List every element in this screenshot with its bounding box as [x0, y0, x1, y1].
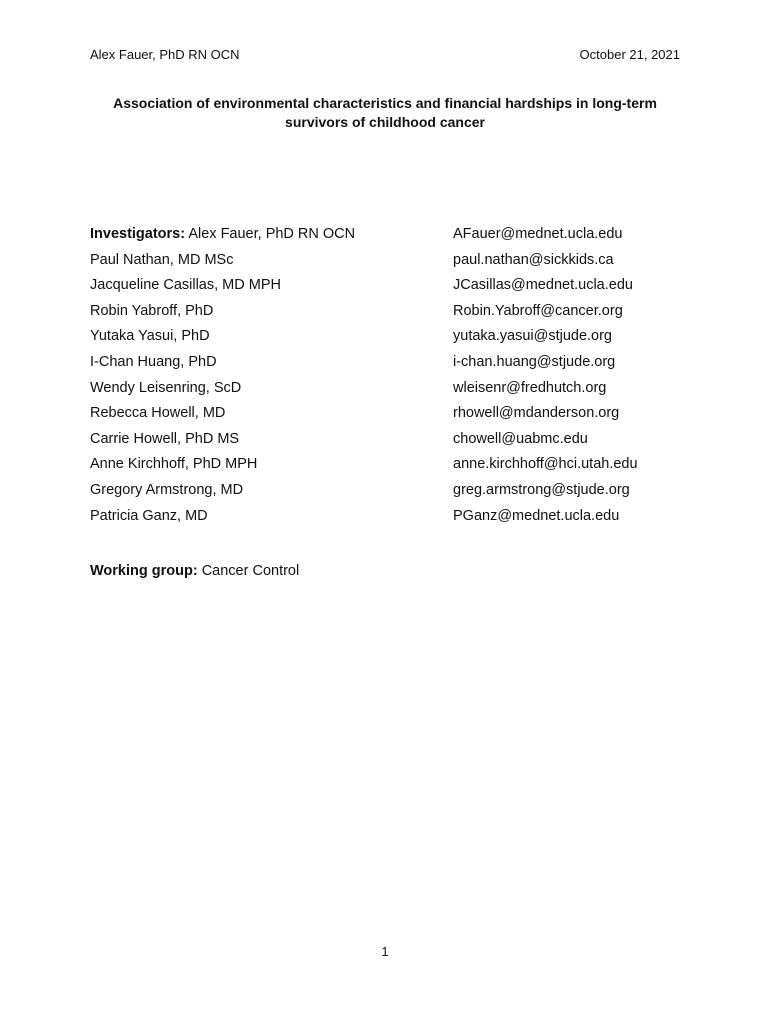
investigator-name: Yutaka Yasui, PhD	[90, 328, 210, 345]
investigator-name: Paul Nathan, MD MSc	[90, 251, 234, 268]
investigator-row	[90, 252, 690, 278]
investigator-email: PGanz@mednet.ucla.edu	[453, 507, 620, 524]
investigator-row	[90, 354, 690, 380]
investigator-name: Gregory Armstrong, MD	[90, 481, 244, 498]
investigators-list	[90, 226, 690, 533]
investigator-name: Robin Yabroff, PhD	[90, 302, 214, 319]
investigator-email: yutaka.yasui@stjude.org	[453, 328, 612, 345]
investigator-email: i-chan.huang@stjude.org	[453, 353, 616, 370]
investigator-name	[90, 226, 355, 242]
working-group	[90, 563, 299, 579]
investigator-email: greg.armstrong@stjude.org	[453, 481, 630, 498]
investigator-name: Anne Kirchhoff, PhD MPH	[90, 456, 258, 473]
investigator-row	[90, 328, 690, 354]
investigator-name: Rebecca Howell, MD	[90, 405, 226, 422]
investigator-row	[90, 482, 690, 508]
header-author: Alex Fauer, PhD RN OCN	[90, 47, 240, 62]
investigator-row	[90, 456, 690, 482]
investigator-name: I-Chan Huang, PhD	[90, 353, 217, 370]
investigator-email: anne.kirchhoff@hci.utah.edu	[453, 456, 638, 473]
investigator-email: Robin.Yabroff@cancer.org	[453, 302, 623, 319]
page-number: 1	[381, 944, 389, 959]
investigators-label: Investigators:	[90, 226, 186, 242]
investigator-row	[90, 508, 690, 534]
investigator-name: Patricia Ganz, MD	[90, 507, 208, 524]
header-date: October 21, 2021	[579, 47, 680, 62]
investigator-email: AFauer@mednet.ucla.edu	[453, 226, 623, 242]
investigator-name: Jacqueline Casillas, MD MPH	[90, 277, 281, 294]
investigator-row	[90, 303, 690, 329]
investigator-row	[90, 431, 690, 457]
investigator-email: chowell@uabmc.edu	[453, 430, 588, 447]
investigator-name-text: Alex Fauer, PhD RN OCN	[188, 226, 356, 242]
investigator-row	[90, 226, 690, 252]
investigator-email: JCasillas@mednet.ucla.edu	[453, 277, 633, 294]
working-group-value: Cancer Control	[201, 563, 300, 579]
investigator-row	[90, 405, 690, 431]
investigator-email: paul.nathan@sickkids.ca	[453, 251, 614, 268]
working-group-label: Working group:	[90, 563, 198, 579]
investigator-name: Carrie Howell, PhD MS	[90, 430, 240, 447]
title-line-2: survivors of childhood cancer	[285, 114, 485, 130]
investigator-name: Wendy Leisenring, ScD	[90, 379, 242, 396]
investigator-email: rhowell@mdanderson.org	[453, 405, 620, 422]
title-line-1: Association of environmental characteristics and financial hardships in long-term	[113, 95, 657, 111]
document-title	[80, 94, 690, 132]
investigator-email: wleisenr@fredhutch.org	[453, 379, 607, 396]
investigator-row	[90, 380, 690, 406]
investigator-row	[90, 277, 690, 303]
